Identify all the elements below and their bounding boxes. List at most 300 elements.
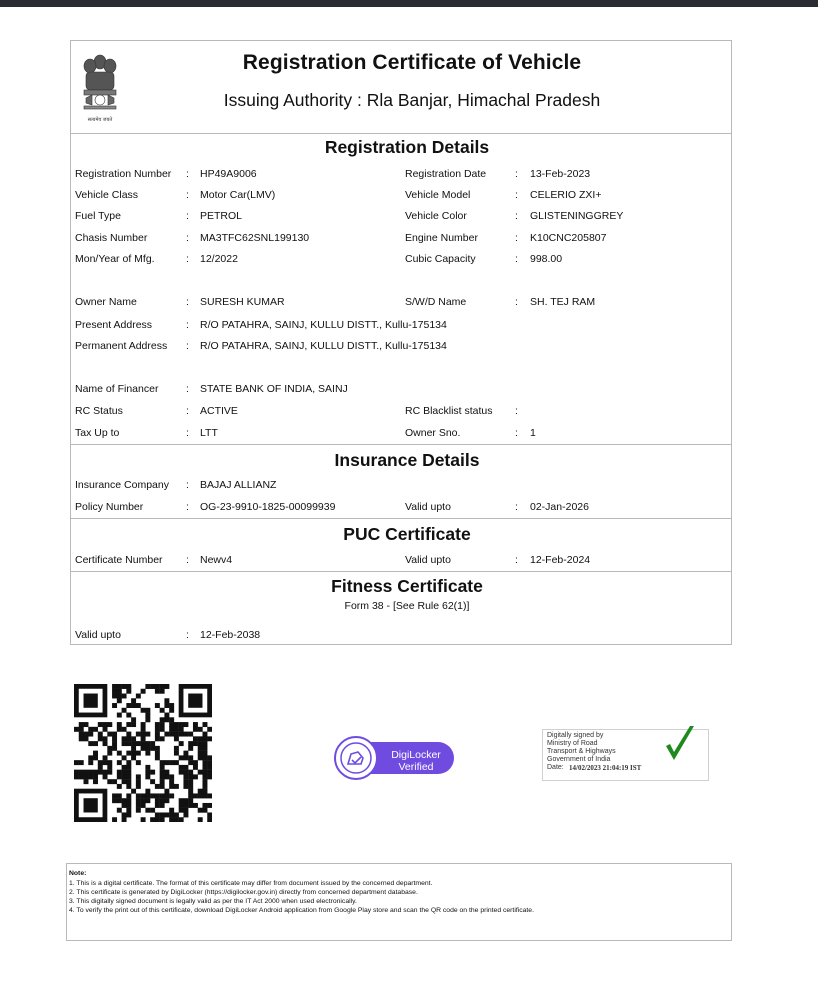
qr-module — [169, 817, 174, 822]
qr-module — [79, 736, 84, 741]
qr-module — [107, 722, 112, 727]
qr-module — [183, 722, 188, 727]
qr-module — [183, 803, 188, 808]
qr-module — [126, 741, 131, 746]
qr-module — [188, 770, 193, 775]
qr-module — [131, 736, 136, 741]
registration-date-label: Registration Date — [405, 168, 487, 180]
signature-line: Digitally signed by — [547, 732, 604, 739]
vehicle-model-label: Vehicle Model — [405, 189, 471, 201]
qr-module — [145, 808, 150, 813]
qr-module — [145, 793, 150, 798]
qr-module — [117, 793, 122, 798]
qr-module — [107, 732, 112, 737]
colon: : — [186, 629, 189, 641]
qr-module — [98, 770, 103, 775]
qr-module — [207, 755, 212, 760]
svg-text:सत्यमेव जयते: सत्यमेव जयते — [87, 117, 113, 123]
qr-module — [88, 727, 93, 732]
qr-module — [188, 694, 202, 708]
cubic-capacity-label: Cubic Capacity — [405, 253, 476, 265]
qr-module — [112, 689, 117, 694]
qr-module — [145, 708, 150, 713]
qr-module — [79, 760, 84, 765]
qr-module — [188, 779, 193, 784]
qr-module — [155, 722, 160, 727]
tax-up-to-value: LTT — [200, 427, 218, 439]
colon: : — [186, 479, 189, 491]
qr-module — [202, 736, 207, 741]
colon: : — [515, 210, 518, 222]
qr-module — [136, 798, 141, 803]
qr-module — [141, 746, 146, 751]
qr-module — [179, 732, 184, 737]
colon: : — [186, 210, 189, 222]
qr-module — [126, 774, 131, 779]
qr-module — [84, 722, 89, 727]
colon: : — [186, 501, 189, 513]
qr-module — [131, 741, 136, 746]
qr-module — [93, 727, 98, 732]
qr-module — [155, 803, 160, 808]
qr-module — [107, 770, 112, 775]
qr-module — [193, 803, 198, 808]
qr-module — [117, 760, 122, 765]
qr-module — [193, 793, 198, 798]
qr-module — [164, 798, 169, 803]
insurance-company-value: BAJAJ ALLIANZ — [200, 479, 277, 491]
qr-module — [126, 803, 131, 808]
qr-module — [202, 765, 207, 770]
colon: : — [515, 554, 518, 566]
qr-module — [183, 812, 188, 817]
qr-module — [193, 760, 198, 765]
qr-module — [126, 732, 131, 737]
qr-module — [103, 774, 108, 779]
chasis-number-value: MA3TFC62SNL199130 — [200, 232, 310, 244]
divider — [71, 518, 731, 519]
qr-module — [155, 751, 160, 756]
qr-module — [112, 793, 117, 798]
qr-module — [122, 770, 127, 775]
qr-module — [79, 774, 84, 779]
qr-module — [122, 741, 127, 746]
qr-module — [202, 760, 207, 765]
qr-module — [164, 713, 169, 718]
qr-module — [117, 698, 122, 703]
verified-label: Verified — [398, 761, 434, 773]
qr-module — [122, 798, 127, 803]
qr-module — [202, 732, 207, 737]
qr-module — [136, 732, 141, 737]
qr-module — [164, 684, 169, 689]
chasis-number-label: Chasis Number — [75, 232, 148, 244]
qr-module — [141, 736, 146, 741]
vehicle-model-value: CELERIO ZXI+ — [530, 189, 602, 201]
signature-date-value: 14/02/2023 21:04:19 IST — [569, 764, 642, 772]
puc-certificate-label: Certificate Number — [75, 554, 163, 566]
qr-module — [202, 751, 207, 756]
qr-module — [160, 779, 165, 784]
qr-module — [155, 793, 160, 798]
mfg-date-value: 12/2022 — [200, 253, 238, 265]
financer-label: Name of Financer — [75, 383, 159, 395]
qr-module — [164, 698, 169, 703]
rc-status-value: ACTIVE — [200, 405, 238, 417]
qr-module — [136, 751, 141, 756]
qr-module — [207, 812, 212, 817]
qr-module — [160, 765, 165, 770]
qr-module — [136, 793, 141, 798]
qr-module — [126, 713, 131, 718]
qr-module — [160, 708, 165, 713]
qr-module — [188, 755, 193, 760]
qr-module — [131, 703, 136, 708]
qr-module — [202, 803, 207, 808]
qr-module — [136, 694, 141, 699]
note-title: Note: — [69, 870, 87, 877]
qr-module — [169, 784, 174, 789]
colon: : — [515, 232, 518, 244]
qr-module — [103, 741, 108, 746]
registration-date-value: 13-Feb-2023 — [530, 168, 591, 180]
qr-module — [112, 684, 117, 689]
qr-module — [74, 760, 79, 765]
qr-module — [155, 689, 160, 694]
colon: : — [186, 189, 189, 201]
qr-module — [141, 732, 146, 737]
qr-module — [79, 722, 84, 727]
qr-module — [126, 689, 131, 694]
qr-module — [174, 746, 179, 751]
qr-module — [179, 727, 184, 732]
qr-module — [145, 741, 150, 746]
qr-module — [160, 793, 165, 798]
colon: : — [186, 383, 189, 395]
qr-module — [179, 722, 184, 727]
qr-module — [117, 727, 122, 732]
qr-module — [193, 741, 198, 746]
colon: : — [186, 296, 189, 308]
qr-module — [145, 789, 150, 794]
qr-module — [174, 732, 179, 737]
qr-module — [155, 784, 160, 789]
registration-number-value: HP49A9006 — [200, 168, 257, 180]
qr-module — [198, 755, 203, 760]
qr-module — [74, 774, 79, 779]
vehicle-color-value: GLISTENINGGREY — [530, 210, 624, 222]
qr-module — [193, 765, 198, 770]
qr-module — [188, 793, 193, 798]
fitness-valid-value: 12-Feb-2038 — [200, 629, 261, 641]
qr-module — [93, 770, 98, 775]
qr-module — [188, 798, 193, 803]
colon: : — [186, 232, 189, 244]
divider — [71, 444, 731, 445]
qr-module — [93, 755, 98, 760]
qr-module — [117, 689, 122, 694]
qr-module — [193, 774, 198, 779]
qr-module — [103, 760, 108, 765]
qr-module — [155, 684, 160, 689]
qr-module — [126, 770, 131, 775]
qr-module — [131, 789, 136, 794]
fitness-certificate-heading: Fitness Certificate — [331, 576, 483, 596]
qr-module — [79, 770, 84, 775]
qr-module — [122, 765, 127, 770]
colon: : — [186, 253, 189, 265]
qr-module — [188, 789, 193, 794]
owner-name-value: SURESH KUMAR — [200, 296, 285, 308]
puc-certificate-heading: PUC Certificate — [343, 524, 471, 544]
qr-module — [183, 774, 188, 779]
qr-module — [122, 755, 127, 760]
qr-module — [155, 703, 160, 708]
engine-number-label: Engine Number — [405, 232, 478, 244]
qr-module — [84, 774, 89, 779]
note-box — [66, 863, 732, 941]
qr-module — [164, 789, 169, 794]
qr-module — [202, 755, 207, 760]
qr-module — [150, 808, 155, 813]
qr-module — [112, 779, 117, 784]
qr-module — [207, 770, 212, 775]
qr-module — [145, 798, 150, 803]
qr-module — [202, 770, 207, 775]
qr-module — [207, 803, 212, 808]
swd-name-value: SH. TEJ RAM — [530, 296, 596, 308]
colon: : — [515, 501, 518, 513]
qr-module — [174, 784, 179, 789]
present-address-value: R/O PATAHRA, SAINJ, KULLU DISTT., Kullu-175134 — [200, 319, 447, 331]
qr-module — [136, 808, 141, 813]
qr-module — [160, 803, 165, 808]
qr-module — [79, 727, 84, 732]
qr-module — [174, 812, 179, 817]
qr-module — [141, 722, 146, 727]
insurance-valid-value: 02-Jan-2026 — [530, 501, 589, 513]
qr-module — [150, 684, 155, 689]
qr-module — [145, 751, 150, 756]
qr-module — [198, 789, 203, 794]
qr-module — [174, 736, 179, 741]
qr-module — [169, 774, 174, 779]
qr-module — [160, 689, 165, 694]
qr-module — [145, 774, 150, 779]
qr-module — [169, 812, 174, 817]
qr-module — [145, 770, 150, 775]
qr-module — [169, 732, 174, 737]
qr-module — [169, 779, 174, 784]
colon: : — [515, 253, 518, 265]
qr-module — [155, 746, 160, 751]
certificate-title: Registration Certificate of Vehicle — [242, 51, 582, 74]
vehicle-class-label: Vehicle Class — [75, 189, 139, 201]
qr-module — [103, 722, 108, 727]
qr-module — [207, 760, 212, 765]
note-line: 2. This certificate is generated by DigiLocker (https://digilocker.gov.in) directly from concerned department database. — [69, 889, 418, 896]
qr-module — [131, 755, 136, 760]
signature-line: Transport & Highways — [547, 748, 616, 755]
signature-line: Ministry of Road — [547, 740, 598, 747]
fitness-form-reference: Form 38 - [See Rule 62(1)] — [344, 600, 470, 612]
qr-module — [126, 751, 131, 756]
qr-module — [74, 727, 79, 732]
qr-module — [136, 760, 141, 765]
certificate-card — [70, 40, 732, 645]
colon: : — [515, 296, 518, 308]
qr-module — [112, 694, 117, 699]
vehicle-class-value: Motor Car(LMV) — [200, 189, 276, 201]
qr-module — [169, 708, 174, 713]
qr-module — [155, 812, 160, 817]
qr-module — [198, 751, 203, 756]
puc-valid-value: 12-Feb-2024 — [530, 554, 591, 566]
qr-module — [150, 793, 155, 798]
qr-module — [198, 793, 203, 798]
qr-module — [179, 741, 184, 746]
qr-module — [126, 793, 131, 798]
qr-module — [160, 684, 165, 689]
note-line: 3. This digitally signed document is legally valid as per the IT Act 2000 when used electronically. — [69, 898, 357, 905]
qr-module — [141, 741, 146, 746]
qr-module — [107, 760, 112, 765]
qr-module — [136, 774, 141, 779]
qr-module — [117, 713, 122, 718]
qr-module — [117, 774, 122, 779]
qr-module — [183, 755, 188, 760]
qr-module — [88, 760, 93, 765]
qr-module — [122, 736, 127, 741]
qr-module — [193, 722, 198, 727]
qr-module — [131, 717, 136, 722]
rc-status-label: RC Status — [75, 405, 123, 417]
qr-module — [155, 732, 160, 737]
qr-module — [160, 812, 165, 817]
qr-module — [126, 765, 131, 770]
qr-module — [122, 694, 127, 699]
qr-module — [122, 684, 127, 689]
qr-module — [169, 722, 174, 727]
qr-module — [126, 684, 131, 689]
qr-module — [160, 784, 165, 789]
qr-module — [188, 741, 193, 746]
qr-module — [141, 727, 146, 732]
qr-module — [202, 808, 207, 813]
qr-module — [84, 694, 98, 708]
qr-module — [117, 770, 122, 775]
fuel-type-label: Fuel Type — [75, 210, 121, 222]
qr-module — [112, 732, 117, 737]
qr-module — [136, 784, 141, 789]
divider — [71, 133, 731, 134]
qr-module — [122, 817, 127, 822]
qr-module — [117, 751, 122, 756]
qr-module — [112, 703, 117, 708]
rc-blacklist-label: RC Blacklist status — [405, 405, 493, 417]
qr-module — [188, 760, 193, 765]
qr-module — [207, 793, 212, 798]
qr-module — [122, 812, 127, 817]
qr-module — [179, 755, 184, 760]
qr-module — [103, 736, 108, 741]
qr-module — [164, 732, 169, 737]
qr-module — [198, 746, 203, 751]
qr-module — [193, 727, 198, 732]
qr-module — [103, 727, 108, 732]
qr-module — [198, 741, 203, 746]
qr-module — [164, 760, 169, 765]
policy-number-value: OG-23-9910-1825-00099939 — [200, 501, 336, 513]
qr-module — [150, 779, 155, 784]
note-line: 1. This is a digital certificate. The format of this certificate may differ from document issued by the concerned department. — [69, 880, 433, 887]
issuing-authority: Issuing Authority : Rla Banjar, Himachal Pradesh — [223, 90, 601, 110]
qr-module — [164, 774, 169, 779]
qr-module — [198, 817, 203, 822]
qr-module — [207, 817, 212, 822]
owner-sno-label: Owner Sno. — [405, 427, 461, 439]
qr-module — [160, 774, 165, 779]
qr-module — [169, 808, 174, 813]
qr-module — [155, 798, 160, 803]
qr-module — [179, 798, 184, 803]
qr-module — [141, 803, 146, 808]
qr-module — [169, 703, 174, 708]
qr-module — [160, 717, 165, 722]
qr-module — [160, 722, 165, 727]
qr-module — [164, 812, 169, 817]
qr-module — [174, 817, 179, 822]
qr-code[interactable] — [74, 684, 212, 822]
qr-module — [117, 808, 122, 813]
qr-module — [126, 703, 131, 708]
owner-sno-value: 1 — [530, 427, 536, 439]
qr-module — [179, 803, 184, 808]
qr-module — [174, 760, 179, 765]
qr-module — [198, 736, 203, 741]
colon: : — [186, 340, 189, 352]
qr-module — [150, 817, 155, 822]
qr-module — [84, 798, 98, 812]
registration-details-heading: Registration Details — [324, 137, 490, 157]
mfg-date-label: Mon/Year of Mfg. — [75, 253, 155, 265]
qr-module — [107, 765, 112, 770]
qr-module — [160, 736, 165, 741]
fuel-type-value: PETROL — [200, 210, 243, 222]
qr-module — [126, 722, 131, 727]
qr-module — [164, 703, 169, 708]
qr-module — [169, 727, 174, 732]
qr-module — [198, 727, 203, 732]
qr-module — [112, 741, 117, 746]
qr-module — [145, 732, 150, 737]
qr-module — [160, 770, 165, 775]
qr-module — [131, 746, 136, 751]
qr-module — [117, 722, 122, 727]
qr-module — [141, 817, 146, 822]
note-line: 4. To verify the print out of this certificate, download DigiLocker Android application from Google Play store and scan the QR code on the printed certificate. — [69, 907, 534, 914]
qr-module — [131, 698, 136, 703]
signature-date-label: Date: — [547, 764, 564, 771]
qr-module — [117, 798, 122, 803]
colon: : — [515, 168, 518, 180]
qr-module — [126, 784, 131, 789]
colon: : — [186, 554, 189, 566]
puc-certificate-value: Newv4 — [200, 554, 233, 566]
qr-module — [112, 736, 117, 741]
qr-module — [136, 703, 141, 708]
qr-module — [93, 751, 98, 756]
